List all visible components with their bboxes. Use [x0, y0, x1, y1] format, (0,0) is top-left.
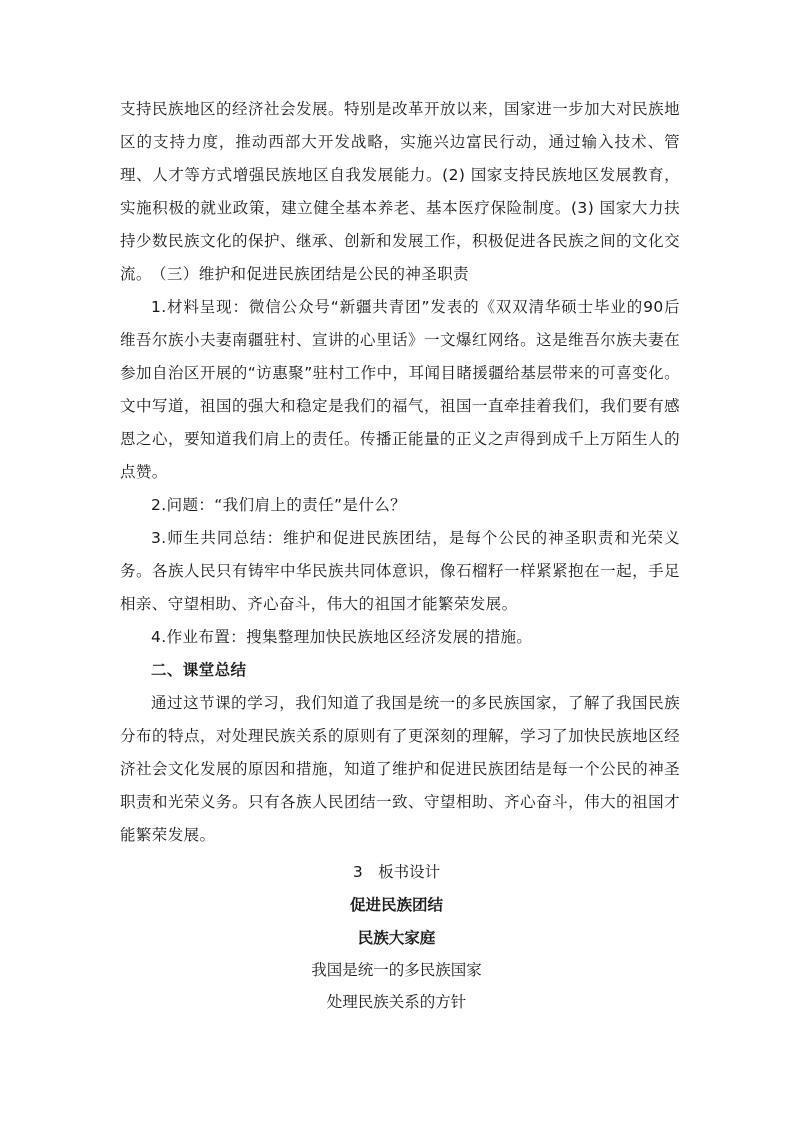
summary-heading: 二、课堂总结 [151, 661, 247, 679]
board-line-unified-nation: 我国是统一的多民族国家 [311, 961, 482, 979]
list-item-conclusion: 3.师生共同总结：维护和促进民族团结，是每个公民的神圣职责和光荣义务。各族人民只有铸牢中华民族共同体意识，像石榴籽一样紧紧抱在一起，手足相亲、守望相助、齐心奋斗，伟大的祖国才能繁荣发展。 [120, 529, 680, 613]
board-design-heading: 3 板书设计 [352, 863, 441, 881]
paragraph-ethnic-support: 支持民族地区的经济社会发展。特别是改革开放以来，国家进一步加大对民族地区的支持力度，推动西部大开发战略，实施兴边富民行动，通过输入技术、管理、人才等方式增强民族地区自我发展能力。(2) 国家支持民族地区发展教育，实施积极的就业政策，建立健全基本养老、基本医疗保险制度。(3) 国家大力扶持少数民族文化的保护、继承、创新和发展工作，积极促进各民族之间的文化交流。 [120, 100, 680, 283]
section-heading-unity-duty: （三）维护和促进民族团结是公民的神圣职责 [151, 265, 470, 283]
list-item-material: 1.材料呈现：微信公众号“新疆共青团”发表的《双双清华硕士毕业的90后维吾尔族小夫妻南疆驻村、宣讲的心里话》一文爆红网络。这是维吾尔族夫妻在参加自治区开展的“访惠聚”驻村工作中，耳闻目睹援疆给基层带来的可喜变化。文中写道，祖国的强大和稳定是我们的福气，祖国一直牵挂着我们，我们要有感恩之心，要知道我们肩上的责任。传播正能量的正义之声得到成千上万陌生人的点赞。 [120, 298, 680, 481]
board-subtitle: 民族大家庭 [357, 929, 436, 947]
board-title: 促进民族团结 [349, 896, 443, 914]
board-line-policy: 处理民族关系的方针 [326, 993, 467, 1011]
list-item-homework: 4.作业布置：搜集整理加快民族地区经济发展的措施。 [151, 628, 533, 646]
list-item-question: 2.问题：“我们肩上的责任”是什么？ [151, 496, 407, 514]
summary-paragraph: 通过这节课的学习，我们知道了我国是统一的多民族国家，了解了我国民族分布的特点，对处理民族关系的原则有了更深刻的理解，学习了加快民族地区经济社会文化发展的原因和措施，知道了维护和促进民族团结是每一个公民的神圣职责和光荣义务。只有各族人民团结一致、守望相助、齐心奋斗，伟大的祖国才能繁荣发展。 [120, 694, 680, 844]
